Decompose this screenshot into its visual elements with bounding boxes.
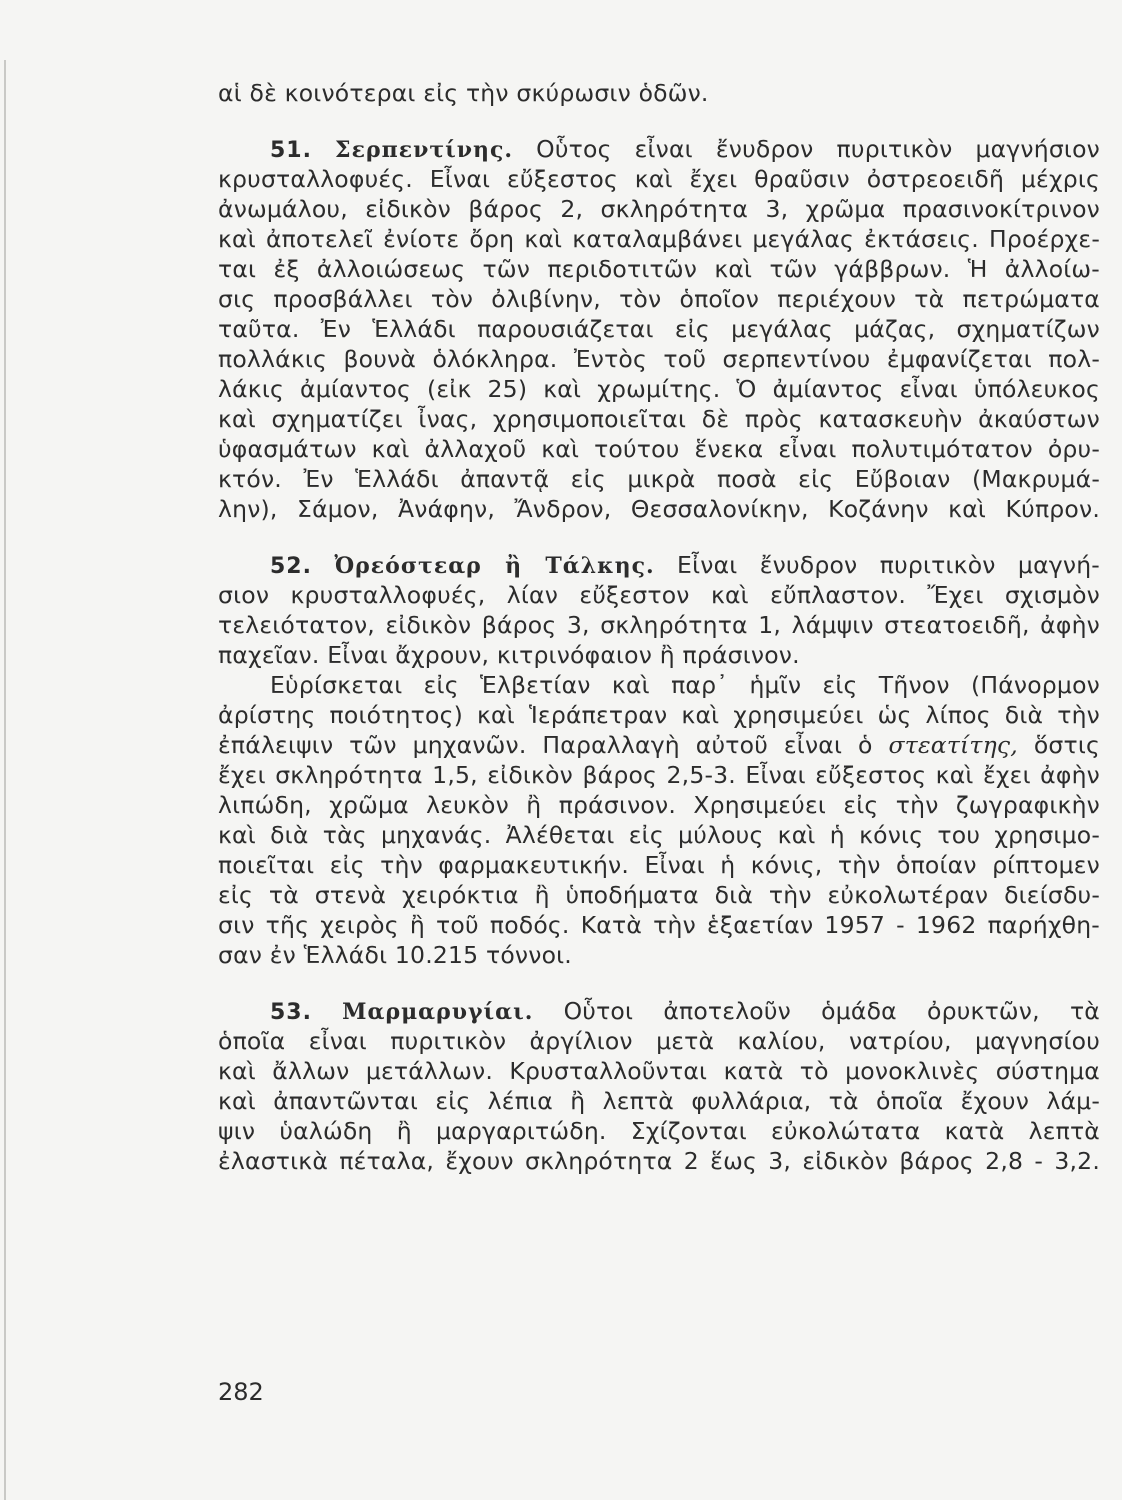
text-segment: ἐπάλειψιν τῶν μηχανῶν. Παραλλαγὴ αὐτοῦ εἶναι ὁ [218, 731, 873, 759]
text-line: καὶ ἀποτελεῖ ἐνίοτε ὄρη καὶ καταλαμβάνει μεγάλας ἐκτάσεις. Προέρχε- [218, 225, 1100, 253]
spacer [218, 970, 1100, 996]
text-line: εἰς τὰ στενὰ χειρόκτια ἢ ὑποδήματα διὰ τὴν εὐκολωτέραν διείσδυ- [218, 881, 1100, 909]
text-line: κτόν. Ἐν Ἑλλάδι ἀπαντᾷ εἰς μικρὰ ποσὰ εἰς Εὔβοιαν (Μακρυμά- [218, 465, 1100, 493]
text-line: ται ἐξ ἀλλοιώσεως τῶν περιδοτιτῶν καὶ τῶν γάββρων. Ἡ ἀλλοίω- [218, 255, 1100, 283]
text-line: ὁποῖα εἶναι πυριτικὸν ἀργίλιον μετὰ καλίου, νατρίου, μαγνησίου [218, 1027, 1100, 1055]
text-line: ἐλαστικὰ πέταλα, ἔχουν σκληρότητα 2 ἕως 3, εἰδικὸν βάρος 2,8 - 3,2. [218, 1147, 1100, 1175]
section-51-text: Οὗτος εἶναι ἔνυδρον πυριτικὸν μαγνήσιον [536, 135, 1100, 163]
section-52-number: 52. [270, 554, 312, 579]
text-line: ποιεῖται εἰς τὴν φαρμακευτικήν. Εἶναι ἡ κόνις, τὴν ὁποίαν ρίπτομεν [218, 851, 1100, 879]
text-line: κρυσταλλοφυές. Εἶναι εὔξεστος καὶ ἔχει θραῦσιν ὀστρεοειδῆ μέχρις [218, 165, 1100, 193]
spacer [218, 108, 1100, 134]
text-segment: ὅστις [1033, 731, 1101, 759]
text-line-with-italic [218, 730, 1100, 760]
text-line: ἀρίστης ποιότητος) καὶ Ἱεράπετραν καὶ χρησιμεύει ὡς λίπος διὰ τὴν [218, 701, 1100, 729]
section-52-first-line [218, 550, 1100, 580]
text-line: σιον κρυσταλλοφυές, λίαν εὔξεστον καὶ εὔπλαστον. Ἔχει σχισμὸν [218, 581, 1100, 609]
text-line: λάκις ἀμίαντος (εἰκ 25) καὶ χρωμίτης. Ὁ ἀμίαντος εἶναι ὑπόλευκος [218, 375, 1100, 403]
text-line: ἔχει σκληρότητα 1,5, εἰδικὸν βάρος 2,5-3. Εἶναι εὔξεστος καὶ ἔχει ἀφὴν [218, 761, 1100, 789]
text-line: τελειότατον, εἰδικὸν βάρος 3, σκληρότητα 1, λάμψιν στεατοειδῆ, ἀφὴν [218, 611, 1100, 639]
section-52 [218, 550, 1100, 970]
page-edge-shadow [4, 60, 6, 1500]
section-51-number: 51. [270, 138, 312, 163]
italic-term-steatite: στεατίτης, [888, 731, 1018, 759]
text-line: ταῦτα. Ἐν Ἑλλάδι παρουσιάζεται εἰς μεγάλας μάζας, σχηματίζων [218, 315, 1100, 343]
section-51-title: Σερπεντίνης. [335, 137, 514, 163]
text-line: παχεῖαν. Εἶναι ἄχρουν, κιτρινόφαιον ἢ πράσινον. [218, 641, 800, 669]
section-53-first-line [218, 996, 1100, 1026]
text-line: καὶ ἀπαντῶνται εἰς λέπια ἢ λεπτὰ φυλλάρια, τὰ ὁποῖα ἔχουν λάμ- [218, 1087, 1100, 1115]
text-line: λιπώδη, χρῶμα λευκὸν ἢ πράσινον. Χρησιμεύει εἰς τὴν ζωγραφικὴν [218, 791, 1100, 819]
text-line: ὑφασμάτων καὶ ἀλλαχοῦ καὶ τούτου ἕνεκα εἶναι πολυτιμότατον ὀρυ- [218, 435, 1100, 463]
intro-line: αἱ δὲ κοινότεραι εἰς τὴν σκύρωσιν ὁδῶν. [218, 79, 709, 107]
text-line: σιν τῆς χειρὸς ἢ τοῦ ποδός. Κατὰ τὴν ἑξαετίαν 1957 - 1962 παρήχθη- [218, 911, 1100, 939]
text-line: πολλάκις βουνὰ ὁλόκληρα. Ἐντὸς τοῦ σερπεντίνου ἐμφανίζεται πολ- [218, 345, 1100, 373]
section-52-text: Εἶναι ἔνυδρον πυριτικὸν μαγνή- [677, 551, 1100, 579]
text-line: ψιν ὑαλώδη ἢ μαργαριτώδη. Σχίζονται εὐκολώτατα κατὰ λεπτὰ [218, 1117, 1100, 1145]
section-53-title: Μαρμαρυγίαι. [342, 999, 534, 1025]
text-line: Εὑρίσκεται εἰς Ἑλβετίαν καὶ παρ᾽ ἡμῖν εἰς Τῆνον (Πάνορμον [270, 671, 1100, 699]
page-text [218, 78, 1100, 1176]
text-line: λην), Σάμον, Ἀνάφην, Ἄνδρον, Θεσσαλονίκην, Κοζάνην καὶ Κύπρον. [218, 495, 1100, 523]
section-51-first-line [218, 134, 1100, 164]
section-51 [218, 134, 1100, 524]
text-line: σις προσβάλλει τὸν ὀλιβίνην, τὸν ὁποῖον περιέχουν τὰ πετρώματα [218, 285, 1100, 313]
text-line: σαν ἐν Ἑλλάδι 10.215 τόννοι. [218, 941, 572, 969]
spacer [218, 524, 1100, 550]
section-53-text: Οὗτοι ἀποτελοῦν ὁμάδα ὀρυκτῶν, τὰ [563, 997, 1100, 1025]
text-line: καὶ σχηματίζει ἶνας, χρησιμοποιεῖται δὲ πρὸς κατασκευὴν ἀκαύστων [218, 405, 1100, 433]
section-53 [218, 996, 1100, 1176]
page-number: 282 [218, 1378, 264, 1406]
text-line: καὶ ἄλλων μετάλλων. Κρυσταλλοῦνται κατὰ τὸ μονοκλινὲς σύστημα [218, 1057, 1100, 1085]
text-line: καὶ διὰ τὰς μηχανάς. Ἀλέθεται εἰς μύλους καὶ ἡ κόνις του χρησιμο- [218, 821, 1100, 849]
section-53-number: 53. [270, 1000, 312, 1025]
section-52-title: Ὀρεόστεαρ ἢ Τάλκης. [334, 553, 655, 579]
text-line: ἀνωμάλου, εἰδικὸν βάρος 2, σκληρότητα 3, χρῶμα πρασινοκίτρινον [218, 195, 1100, 223]
